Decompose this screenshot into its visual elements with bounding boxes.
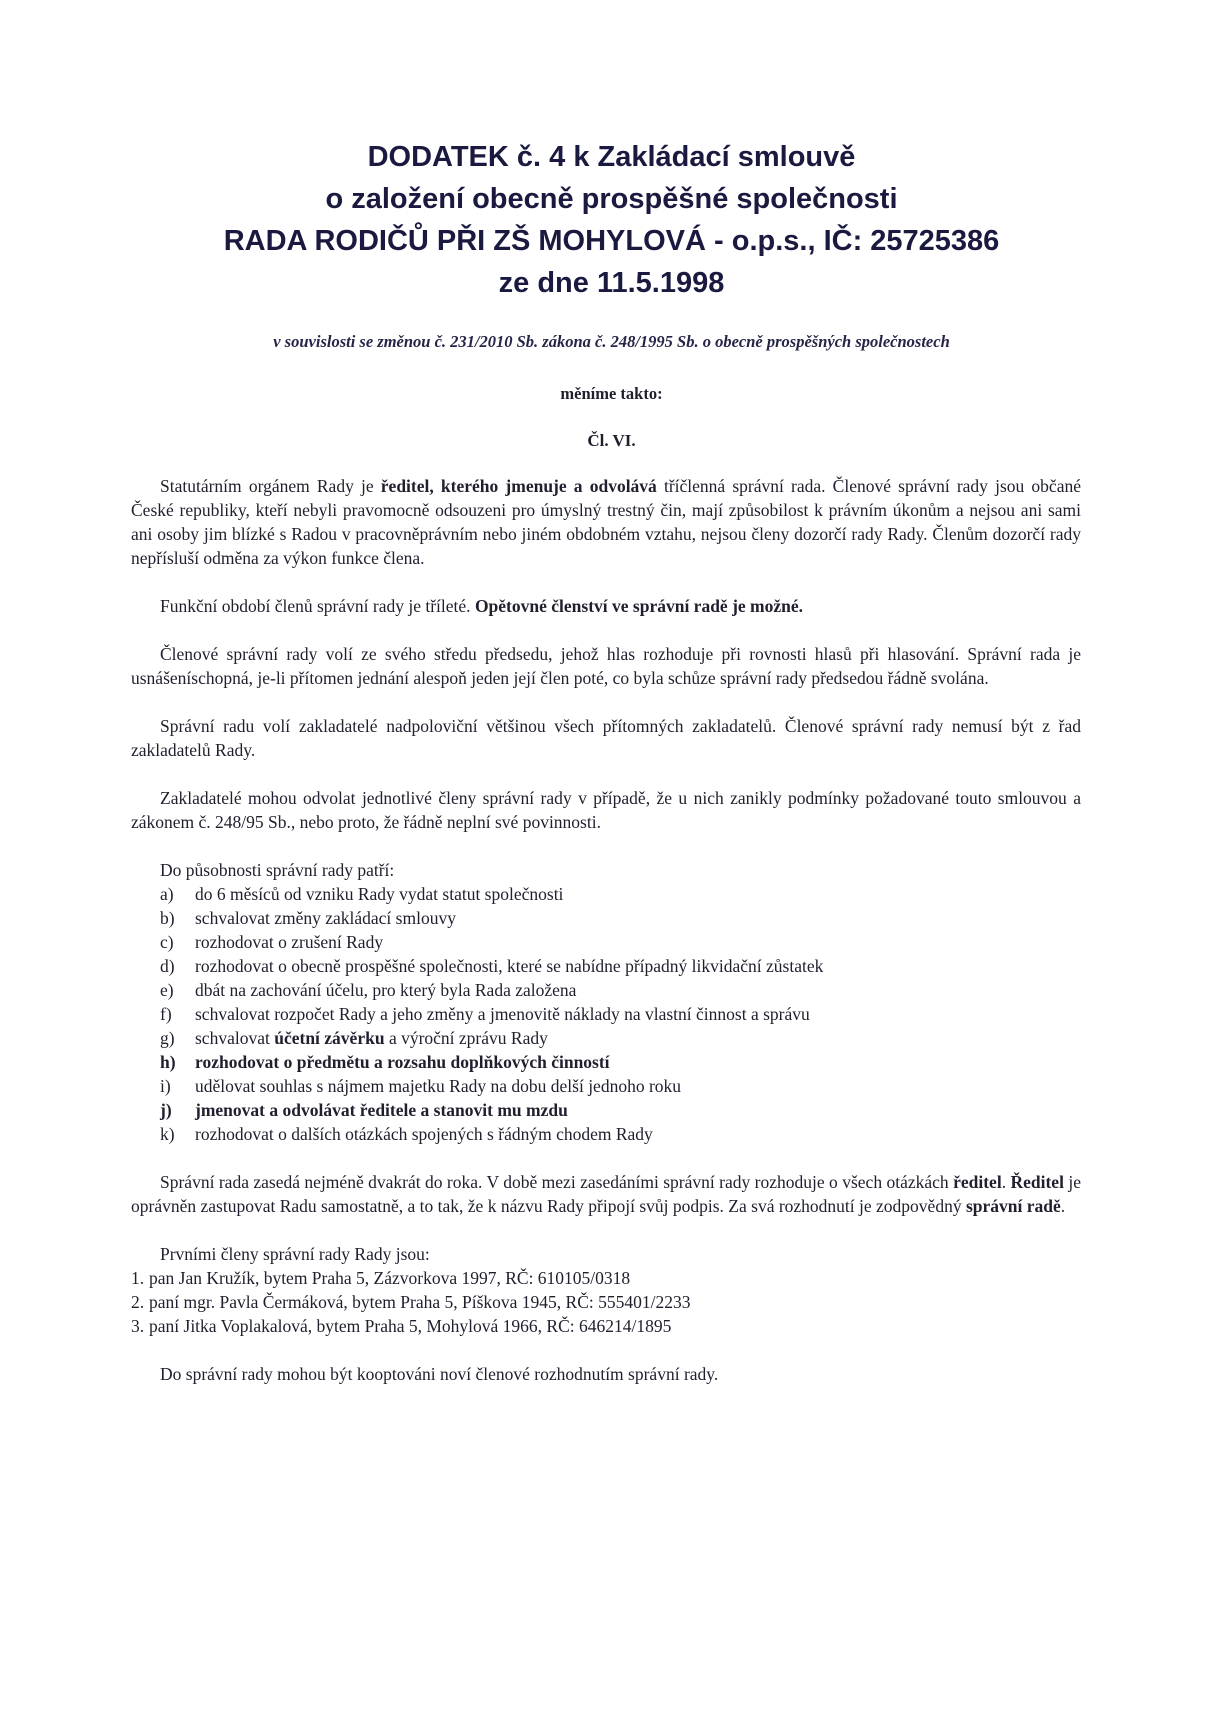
paragraph-cooptation: Do správní rady mohou být kooptováni noví členové rozhodnutím správní rady. xyxy=(160,1364,719,1384)
list-item: e) dbát na zachování účelu, pro který byla Rada založena xyxy=(160,980,577,1000)
paragraph-election: Správní radu volí zakladatelé nadpoloviční většinou všech přítomných zakladatelů. Členové správní rady nemusí být z řad zakladatelů Rady. xyxy=(131,716,1081,760)
title-line-3: RADA RODIČŮ PŘI ZŠ MOHYLOVÁ - o.p.s., IČ: 25725386 xyxy=(223,225,1000,257)
list-item: d) rozhodovat o obecně prospěšné společnosti, které se nabídne případný likvidační zůstatek xyxy=(160,956,824,976)
paragraph-meetings: Správní rada zasedá nejméně dvakrát do roka. V době mezi zasedáními správní rady rozhoduje o všech otázkách ředitel. Ředitel je oprávněn zastupovat Radu samostatně, a to tak, že k názvu Rady připojí svůj podpis. Za svá rozhodnutí je zodpovědný správní radě. xyxy=(131,1172,1081,1216)
amendment-intro: měníme takto: xyxy=(560,384,663,403)
members-list xyxy=(131,1266,1081,1338)
paragraph-statutory-body xyxy=(131,474,1081,570)
paragraph-term xyxy=(131,594,1081,618)
list-item: a) do 6 měsíců od vzniku Rady vydat statut společnosti xyxy=(160,884,564,904)
para2-bold: Opětovné členství ve správní radě je možné. xyxy=(474,596,804,616)
paragraph-chair: Členové správní rady volí ze svého středu předsedu, jehož hlas rozhoduje při rovnosti hlasů při hlasování. Správní rada je usnášeníschopná, je-li přítomen jednání alespoň jeden její člen poté, co byla schůze správní rady předsedou řádně svolána. xyxy=(131,644,1081,688)
legal-context: v souvislosti se změnou č. 231/2010 Sb. zákona č. 248/1995 Sb. o obecně prospěšných společnostech xyxy=(273,332,950,351)
list-item: c) rozhodovat o zrušení Rady xyxy=(160,932,384,952)
document-title xyxy=(0,136,1223,304)
members-intro: Prvními členy správní rady Rady jsou: xyxy=(160,1244,430,1264)
title-line-4: ze dne 11.5.1998 xyxy=(498,267,725,299)
list-item: g) schvalovat účetní závěrku a výroční zprávu Rady xyxy=(160,1028,548,1048)
list-item: h) rozhodovat o předmětu a rozsahu doplňkových činností xyxy=(160,1052,610,1072)
list-item: k) rozhodovat o dalších otázkách spojených s řádným chodem Rady xyxy=(160,1124,653,1144)
list-item: b) schvalovat změny zakládací smlouvy xyxy=(160,908,456,928)
article-heading: Čl. VI. xyxy=(587,431,636,450)
title-line-1: DODATEK č. 4 k Zakládací smlouvě xyxy=(367,141,856,173)
document-body xyxy=(131,474,1081,1386)
list-item: 2. paní mgr. Pavla Čermáková, bytem Praha 5, Píškova 1945, RČ: 555401/2233 xyxy=(131,1292,691,1312)
powers-list xyxy=(131,882,1081,1146)
para1-lead: Statutárním orgánem Rady je xyxy=(160,476,381,496)
powers-intro: Do působnosti správní rady patří: xyxy=(160,860,395,880)
list-item: 1. pan Jan Kružík, bytem Praha 5, Zázvorkova 1997, RČ: 610105/0318 xyxy=(131,1268,631,1288)
title-line-2: o založení obecně prospěšné společnosti xyxy=(325,183,898,215)
list-item: i) udělovat souhlas s nájmem majetku Rady na dobu delší jednoho roku xyxy=(160,1076,682,1096)
list-item: 3. paní Jitka Voplakalová, bytem Praha 5, Mohylová 1966, RČ: 646214/1895 xyxy=(131,1316,672,1336)
para2-lead: Funkční období členů správní rady je tříleté. xyxy=(160,596,475,616)
para1-bold: ředitel, kterého jmenuje a odvolává xyxy=(380,476,657,496)
list-item: f) schvalovat rozpočet Rady a jeho změny a jmenovitě náklady na vlastní činnost a správu xyxy=(160,1004,810,1024)
para1-rest: tříčlenná správní rada. Členové správní rady jsou občané České republiky, kteří nebyli pravomocně odsouzeni pro úmyslný trestný čin, mají způsobilost k právním úkonům a nejsou ani sami ani osoby jim blízké s Radou v pracovněprávním nebo jiném obdobném vztahu, nejsou členy dozorčí rady Rady. Členům dozorčí rady nepřísluší odměna za výkon funkce člena. xyxy=(131,476,1081,568)
paragraph-dismissal: Zakladatelé mohou odvolat jednotlivé členy správní rady v případě, že u nich zanikly podmínky požadované touto smlouvou a zákonem č. 248/95 Sb., nebo proto, že řádně neplní své povinnosti. xyxy=(131,788,1081,832)
list-item: j) jmenovat a odvolávat ředitele a stanovit mu mzdu xyxy=(160,1100,568,1120)
